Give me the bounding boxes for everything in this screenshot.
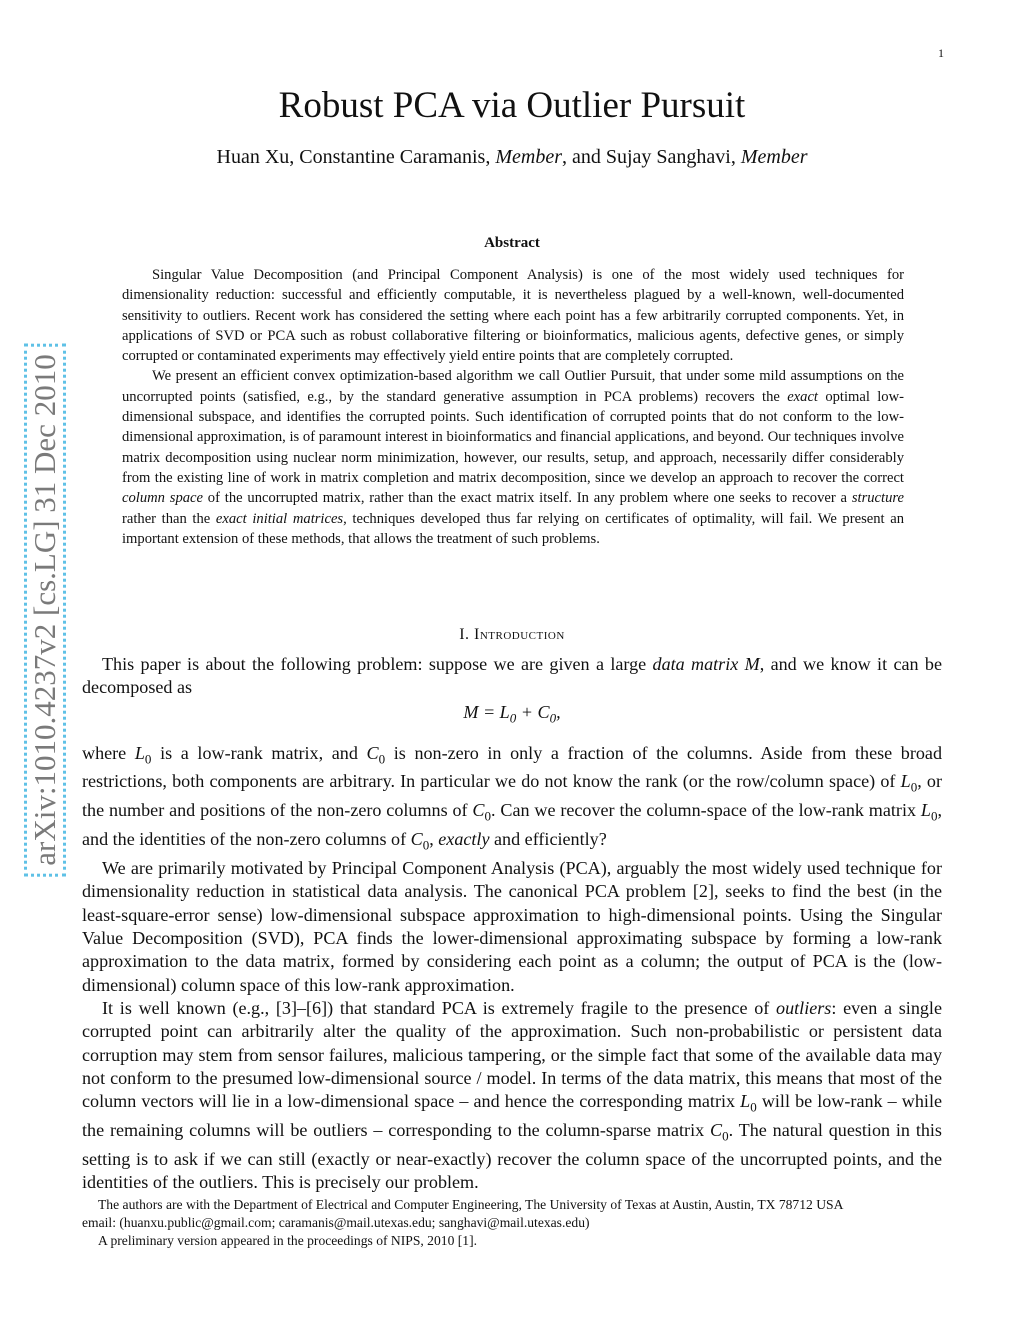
intro-paragraph-4: It is well known (e.g., [3]–[6]) that standard PCA is extremely fragile to the presence of outliers: even a single corrupted point can arbitrarily alter the quality of the approximation. Such non-probabilistic or persistent data corruption may stem from sensor failures, malicious tampering, or the simple fact that some of the available data may not conform to the presumed low-dimensional source / model. In terms of the data matrix, this means that most of the column vectors will lie in a low-dimensional space – and hence the corresponding matrix $L_0$ will be low-rank – while the remaining columns will be outliers – corresponding to the column-sparse matrix $C_0$. The natural question in this setting is to ask if we can still (exactly or near-exactly) recover the column space of the uncorrupted points, and the identities of the outliers. This is precisely our problem. bbox=[82, 997, 942, 1193]
member-label-1: Member bbox=[495, 146, 562, 168]
introduction-body bbox=[82, 653, 942, 1195]
abstract-paragraph-2: We present an efficient convex optimization-based algorithm we call Outlier Pursuit, that under some mild assumptions on the uncorrupted points (satisfied, e.g., by the standard generative assumption in PCA problems) recovers the exact optimal low-dimensional subspace, and identifies the corrupted points. Such identification of corrupted points that do not conform to the low-dimensional approximation, is of paramount interest in bioinformatics and financial applications, and beyond. Our techniques involve matrix decomposition using nuclear norm minimization, however, our results, setup, and approach, necessarily differ considerably from the existing line of work in matrix completion and matrix decomposition, since we develop an approach to recover the correct column space of the uncorrupted matrix, rather than the exact matrix itself. In any problem where one seeks to recover a structure rather than the exact initial matrices, techniques developed thus far relying on certificates of optimality, will fail. We present an important extension of these methods, that allows the treatment of such problems. bbox=[122, 368, 905, 547]
page-number: 1 bbox=[938, 46, 944, 60]
footnote-preliminary: A preliminary version appeared in the proceedings of NIPS, 2010 [1]. bbox=[98, 1233, 478, 1248]
authors-part-1: Huan Xu, Constantine Caramanis, bbox=[216, 146, 496, 168]
arxiv-stamp-text[interactable]: arXiv:1010.4237v2 [cs.LG] 31 Dec 2010 bbox=[24, 343, 66, 876]
intro-paragraph-3: We are primarily motivated by Principal Component Analysis (PCA), arguably the most widely used technique for dimensionality reduction in statistical data analysis. The canonical PCA problem [2], seeks to find the best (in the least-square-error sense) low-dimensional subspace approximation to high-dimensional points. Using the Singular Value Decomposition (SVD), PCA finds the lower-dimensional approximating subspace by forming a low-rank approximation to the data matrix, formed by considering each point as a column; the output of PCA is the (low-dimensional) column space of this low-rank approximation. bbox=[82, 858, 942, 995]
intro-paragraph-1: This paper is about the following problem: suppose we are given a large data matrix M, and we know it can be decomposed as bbox=[82, 654, 942, 698]
footnote-email: email: (huanxu.public@gmail.com; caramanis@mail.utexas.edu; sanghavi@mail.utexas.edu) bbox=[82, 1215, 590, 1230]
footnote-affiliation: The authors are with the Department of Electrical and Computer Engineering, The University of Texas at Austin, Austin, TX 78712 USA bbox=[98, 1197, 844, 1212]
authors-part-2: , and Sujay Sanghavi, bbox=[561, 146, 741, 168]
intro-paragraph-2: where $L_0$ is a low-rank matrix, and $C_0$ is non-zero in only a fraction of the columns. Aside from these broad restrictions, both components are arbitrary. In particular we do not know the rank (or the row/column space) of $L_0$, or the number and positions of the non-zero columns of $C_0$. Can we recover the column-space of the low-rank matrix $L_0$, and the identities of the non-zero columns of $C_0$, exactly and efficiently? bbox=[82, 742, 943, 853]
abstract-paragraph-1: Singular Value Decomposition (and Principal Component Analysis) is one of the most widely used techniques for dimensionality reduction: successful and efficiently computable, it is nevertheless plagued by a well-known, well-documented sensitivity to outliers. Recent work has considered the setting where each point has a few arbitrarily corrupted components. Yet, in applications of SVD or PCA such as robust collaborative filtering or bioinformatics, malicious agents, defective genes, or simply corrupted or contaminated experiments may effectively yield entire points that are completely corrupted. bbox=[122, 267, 904, 365]
author-line bbox=[0, 146, 1024, 169]
member-label-2: Member bbox=[740, 146, 808, 168]
equation-decomposition: $M = L_0 + C_0$, bbox=[463, 701, 561, 726]
footnotes bbox=[82, 1196, 942, 1250]
section-heading-introduction: I. Introduction bbox=[459, 626, 565, 643]
abstract-body bbox=[122, 265, 904, 549]
paper-title: Robust PCA via Outlier Pursuit bbox=[278, 85, 746, 126]
abstract-heading: Abstract bbox=[484, 235, 540, 251]
arxiv-stamp bbox=[25, 320, 65, 900]
